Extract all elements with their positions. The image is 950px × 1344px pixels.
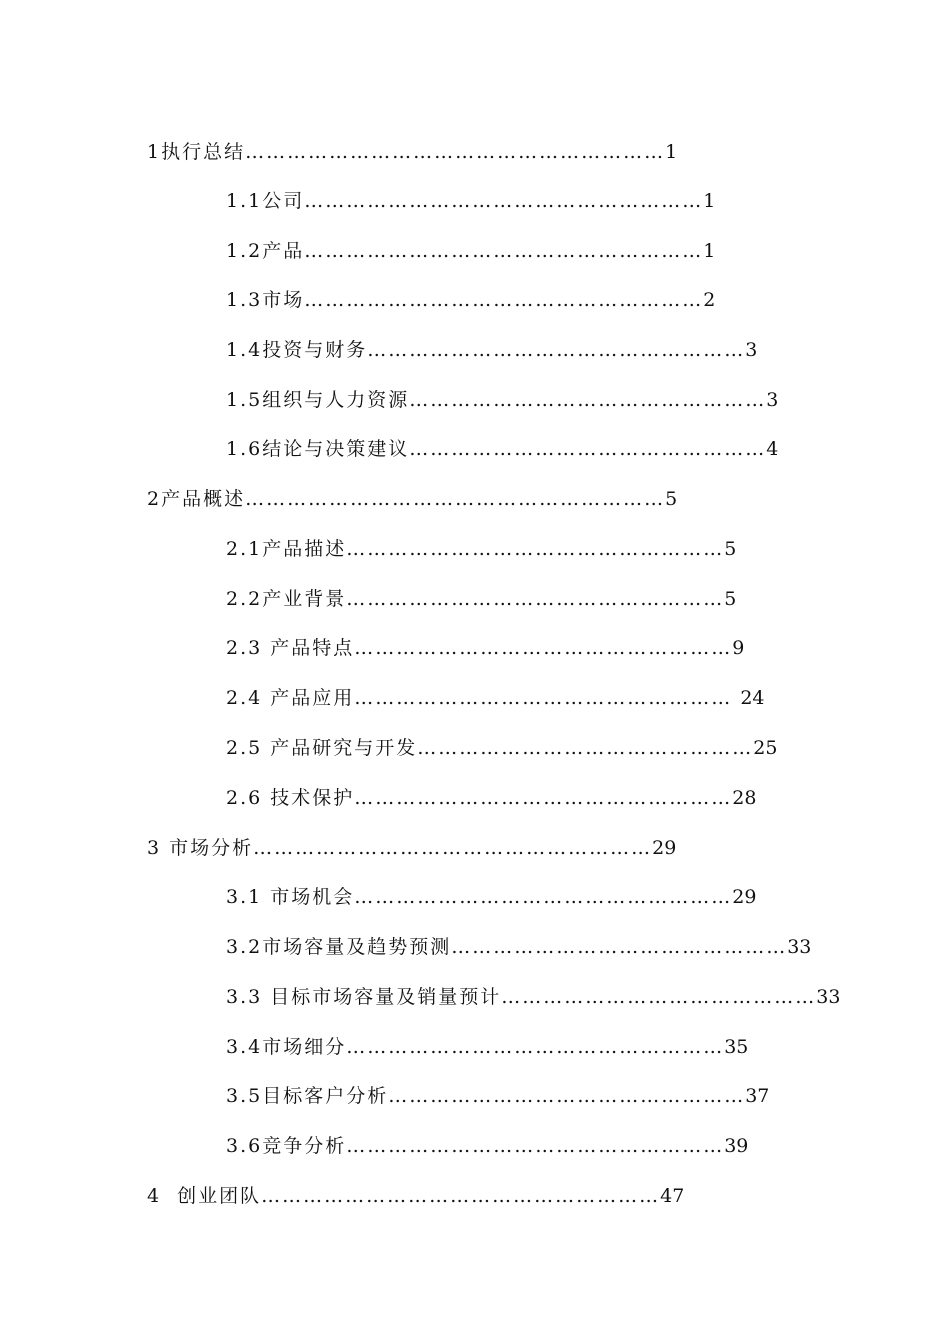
toc-leader-dots: ………………………………………… xyxy=(451,936,788,958)
toc-entry-title: 2.5 产品研究与开发 xyxy=(226,737,418,759)
toc-page-number: 24 xyxy=(740,687,765,709)
toc-page-number: 33 xyxy=(816,986,841,1008)
toc-entry-title: 3.5目标客户分析 xyxy=(226,1085,389,1107)
toc-entry-3-6[interactable] xyxy=(226,1130,756,1162)
toc-entry-title: 1.5组织与人力资源 xyxy=(226,389,410,411)
toc-entry-title: 2.1产品描述 xyxy=(226,538,347,560)
toc-entry-title: 3 市场分析 xyxy=(147,837,254,859)
toc-page-number: 39 xyxy=(724,1135,749,1157)
toc-leader-dots: ……………………………………………… xyxy=(354,787,733,809)
toc-entry-3[interactable] xyxy=(147,832,747,864)
toc-leader-dots: ……………………………………………… xyxy=(354,637,733,659)
toc-page-number: 47 xyxy=(660,1185,685,1207)
toc-entry-2-5[interactable] xyxy=(226,732,778,764)
toc-entry-1[interactable] xyxy=(147,136,747,168)
toc-page-number: 1 xyxy=(665,141,678,163)
toc-entry-2-6[interactable] xyxy=(226,782,756,814)
toc-leader-dots: …………………………………………………… xyxy=(245,488,666,510)
toc-entry-title: 2.2产业背景 xyxy=(226,588,347,610)
toc-leader-dots: ………………………………………………… xyxy=(304,190,704,212)
toc-entry-3-5[interactable] xyxy=(226,1080,770,1112)
toc-page-number: 2 xyxy=(703,289,716,311)
toc-entry-title: 1.2产品 xyxy=(226,240,305,262)
toc-entry-title: 1.1公司 xyxy=(226,190,305,212)
toc-page-number: 9 xyxy=(732,637,745,659)
toc-leader-dots: …………………………………………… xyxy=(409,438,767,460)
toc-entry-1-3[interactable] xyxy=(226,284,746,316)
toc-leader-dots: ……………………………………………… xyxy=(354,687,741,709)
toc-page-number: 5 xyxy=(724,588,737,610)
toc-entry-title: 3.1 市场机会 xyxy=(226,886,355,908)
toc-leader-dots: …………………………………………………… xyxy=(245,141,666,163)
toc-entry-3-1[interactable] xyxy=(226,881,756,913)
toc-leader-dots: ……………………………………………… xyxy=(346,538,725,560)
toc-leader-dots: ………………………………………………… xyxy=(261,1185,661,1207)
toc-entry-title: 1.4投资与财务 xyxy=(226,339,368,361)
toc-entry-1-6[interactable] xyxy=(226,433,779,465)
toc-entry-3-2[interactable] xyxy=(226,931,812,963)
toc-page-number: 5 xyxy=(665,488,678,510)
toc-page-number: 33 xyxy=(787,936,812,958)
toc-page-number: 35 xyxy=(724,1036,749,1058)
toc-leader-dots: …………………………………………… xyxy=(388,1085,746,1107)
toc-leader-dots: ……………………………………………… xyxy=(346,1135,725,1157)
toc-entry-title: 3.2市场容量及趋势预测 xyxy=(226,936,452,958)
toc-leader-dots: ……………………………………… xyxy=(501,986,817,1008)
toc-page-number: 1 xyxy=(703,240,716,262)
toc-entry-title: 1.3市场 xyxy=(226,289,305,311)
toc-entry-1-5[interactable] xyxy=(226,384,779,416)
toc-entry-title: 2.4 产品应用 xyxy=(226,687,355,709)
toc-page-number: 1 xyxy=(703,190,716,212)
toc-page-number: 3 xyxy=(766,389,779,411)
toc-entry-2-1[interactable] xyxy=(226,533,746,565)
toc-entry-title: 3.3 目标市场容量及销量预计 xyxy=(226,986,502,1008)
toc-page-number: 25 xyxy=(753,737,778,759)
toc-entry-title: 4 创业团队 xyxy=(147,1185,262,1207)
toc-entry-2-2[interactable] xyxy=(226,583,746,615)
toc-entry-1-4[interactable] xyxy=(226,334,758,366)
toc-entry-title: 3.6竞争分析 xyxy=(226,1135,347,1157)
toc-entry-2[interactable] xyxy=(147,483,747,515)
toc-page-number: 3 xyxy=(745,339,758,361)
toc-entry-title: 3.4市场细分 xyxy=(226,1036,347,1058)
toc-leader-dots: ………………………………………… xyxy=(417,737,754,759)
toc-page-number: 28 xyxy=(732,787,757,809)
toc-page-number: 29 xyxy=(652,837,677,859)
toc-entry-title: 2产品概述 xyxy=(147,488,246,510)
toc-page-number: 5 xyxy=(724,538,737,560)
toc-leader-dots: ……………………………………………… xyxy=(346,588,725,610)
toc-leader-dots: ……………………………………………… xyxy=(367,339,746,361)
toc-entry-title: 2.6 技术保护 xyxy=(226,787,355,809)
toc-entry-2-4[interactable] xyxy=(226,682,766,714)
toc-entry-title: 1.6结论与决策建议 xyxy=(226,438,410,460)
toc-page-number: 37 xyxy=(745,1085,770,1107)
toc-entry-3-4[interactable] xyxy=(226,1031,756,1063)
toc-leader-dots: …………………………………………… xyxy=(409,389,767,411)
toc-leader-dots: ……………………………………………… xyxy=(346,1036,725,1058)
toc-page-number: 4 xyxy=(766,438,779,460)
toc-entry-1-2[interactable] xyxy=(226,235,746,267)
toc-entry-3-3[interactable] xyxy=(226,981,841,1013)
toc-page-number: 29 xyxy=(732,886,757,908)
toc-leader-dots: ………………………………………………… xyxy=(253,837,653,859)
toc-entry-2-3[interactable] xyxy=(226,632,746,664)
toc-entry-title: 2.3 产品特点 xyxy=(226,637,355,659)
toc-leader-dots: ………………………………………………… xyxy=(304,240,704,262)
toc-leader-dots: ……………………………………………… xyxy=(354,886,733,908)
toc-leader-dots: ………………………………………………… xyxy=(304,289,704,311)
toc-entry-4[interactable] xyxy=(147,1180,757,1212)
toc-entry-1-1[interactable] xyxy=(226,185,746,217)
toc-entry-title: 1执行总结 xyxy=(147,141,246,163)
